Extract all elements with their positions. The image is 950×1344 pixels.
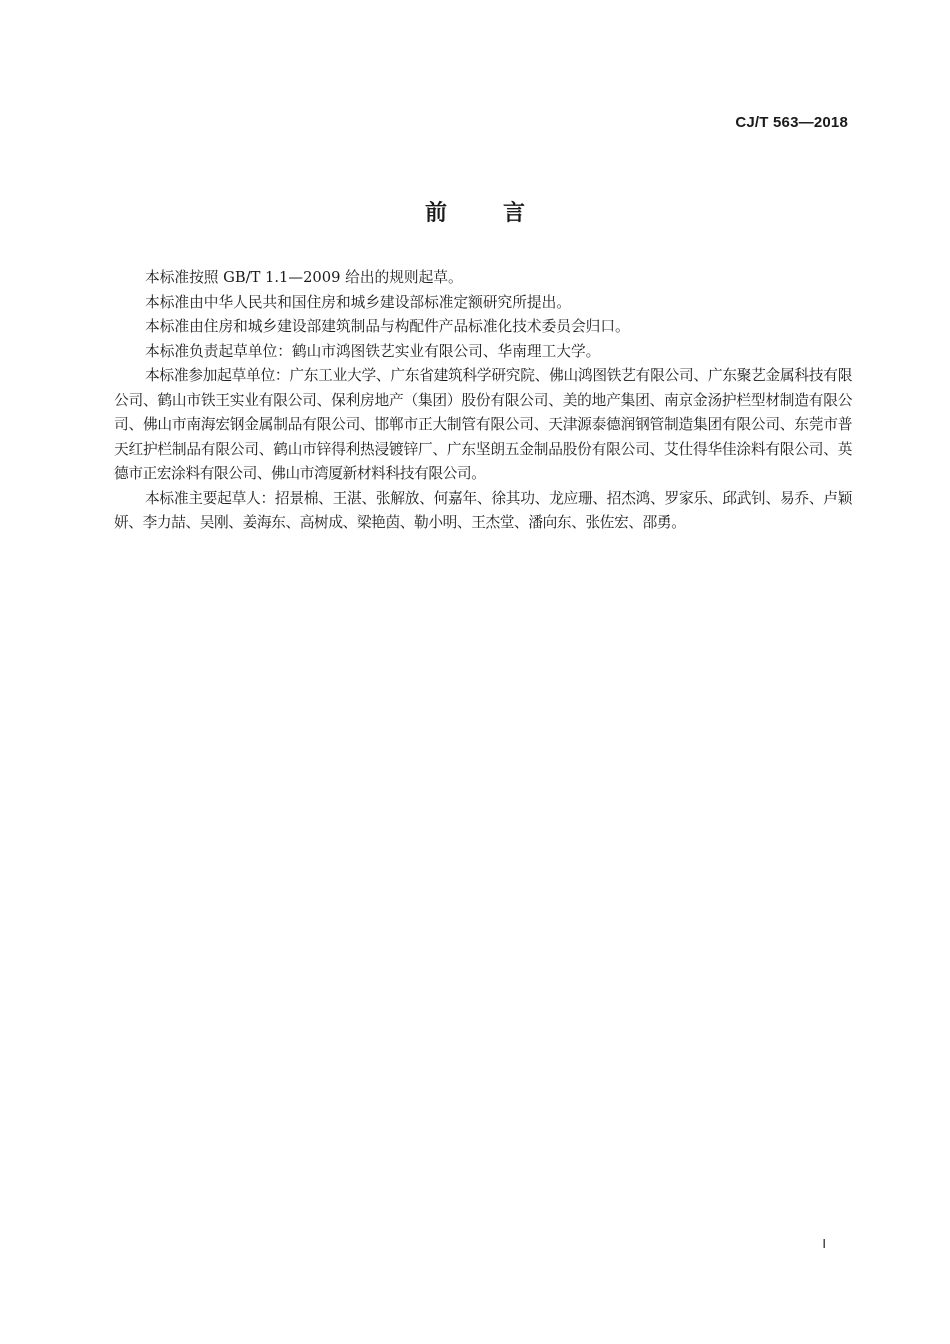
jurisdiction-paragraph: 本标准由住房和城乡建设部建筑制品与构配件产品标准化技术委员会归口。 (145, 318, 630, 335)
drafting-rules-paragraph: 本标准按照 GB/T 1.1—2009 给出的规则起草。 (145, 269, 463, 286)
standard-code: CJ/T 563—2018 (735, 114, 848, 131)
page-number: I (822, 1236, 826, 1251)
responsible-units-paragraph: 本标准负责起草单位：鹤山市鸿图铁艺实业有限公司、华南理工大学。 (145, 342, 601, 360)
participating-units-paragraph: 本标准参加起草单位：广东工业大学、广东省建筑科学研究院、佛山鸿图铁艺有限公司、广东聚艺金属科技有限公司、鹤山市铁王实业有限公司、保利房地产（集团）股份有限公司、美的地产集团、南京金汤护栏型材制造有限公司、佛山市南海宏钢金属制品有限公司、邯郸市正大制管有限公司、天津源泰德润钢管制造集团有限公司、东莞市普天红护栏制品有限公司、鹤山市锌得利热浸镀锌厂、广东坚朗五金制品股份有限公司、艾仕得华佳涂料有限公司、英德市正宏涂料有限公司、佛山市湾厦新材料科技有限公司。 (114, 367, 852, 482)
page-title: 前言 (424, 201, 581, 226)
proposer-paragraph: 本标准由中华人民共和国住房和城乡建设部标准定额研究所提出。 (145, 293, 571, 311)
main-drafters-paragraph: 本标准主要起草人：招景棉、王湛、张解放、何嘉年、徐其功、龙应珊、招杰鸿、罗家乐、邱武钊、易乔、卢颖妍、李力喆、吴刚、姜海东、高树成、梁艳茵、勒小明、王杰堂、潘向东、张佐宏、邵勇。 (114, 489, 852, 531)
document-body (114, 266, 852, 536)
